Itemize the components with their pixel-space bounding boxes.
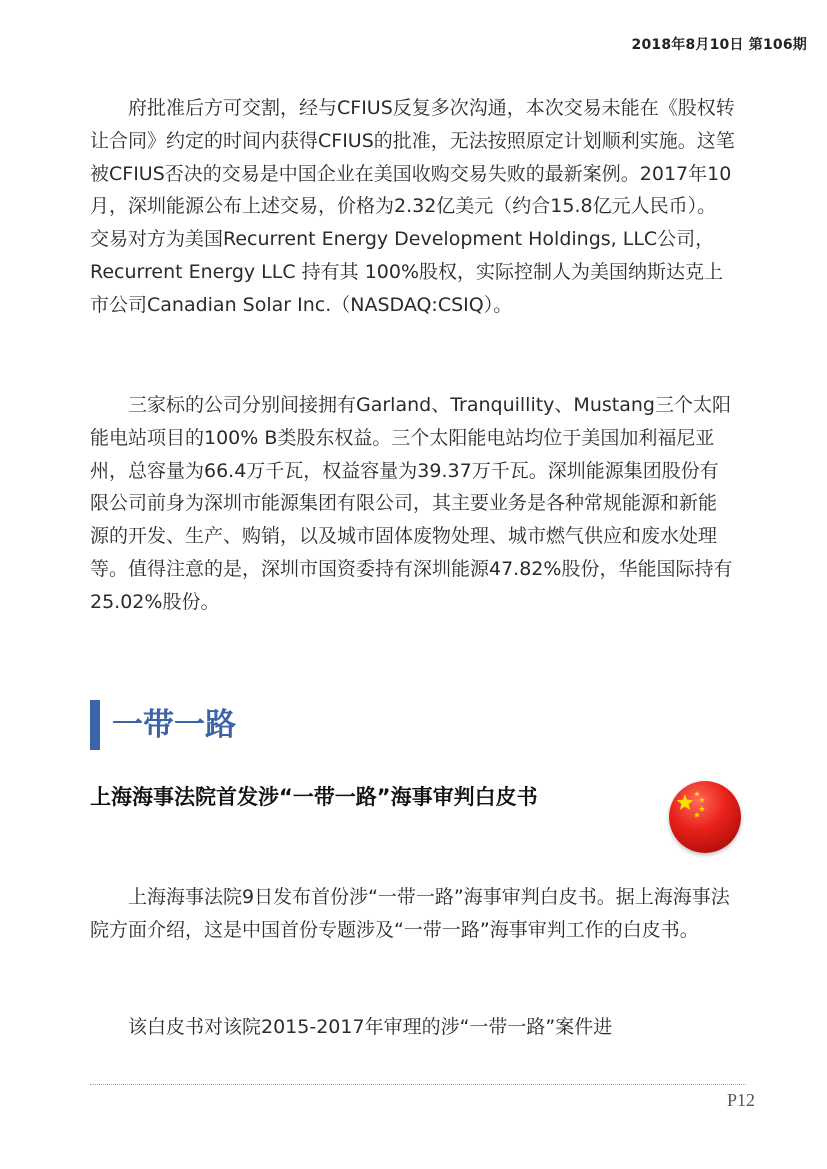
article-title: 上海海事法院首发涉“一带一路”海事审判白皮书 <box>90 785 538 809</box>
issue-date: 2018年8月10日 第106期 <box>631 37 807 53</box>
footer-divider <box>90 1084 746 1085</box>
paragraph-white-paper-cases: 该白皮书对该院2015-2017年审理的涉“一带一路”案件进 <box>90 1016 613 1038</box>
page-number: P12 <box>726 1090 755 1110</box>
section-title: 一带一路 <box>112 707 236 743</box>
section-accent-bar <box>90 700 100 750</box>
paragraph-cfius-deal: 府批准后方可交割，经与CFIUS反复多次沟通，本次交易未能在《股权转让合同》约定的时间内获得CFIUS的批准，无法按照原定计划顺利实施。这笔被CFIUS否决的交易是中国企业在美国收购交易失败的最新案例。2017年10月，深圳能源公布上述交易，价格为2.32亿美元（约合15.8亿元人民币）。交易对方为美国Recurrent Energy Development Holdings, LLC公司，Recurrent Energy LLC 持有其 100%股权，实际控制人为美国纳斯达克上市公司Canadian Solar Inc.（NASDAQ:CSIQ）。 <box>90 97 735 316</box>
paragraph-target-companies: 三家标的公司分别间接拥有Garland、Tranquillity、Mustang三个太阳能电站项目的100% B类股东权益。三个太阳能电站均位于美国加利福尼亚州，总容量为66.4万千瓦，权益容量为39.37万千瓦。深圳能源集团股份有限公司前身为深圳市能源集团有限公司，其主要业务是各种常规能源和新能源的开发、生产、购销，以及城市固体废物处理、城市燃气供应和废水处理等。值得注意的是，深圳市国资委持有深圳能源47.82%股份，华能国际持有25.02%股份。 <box>90 394 733 613</box>
paragraph-white-paper-intro: 上海海事法院9日发布首份涉“一带一路”海事审判白皮书。据上海海事法院方面介绍，这是中国首份专题涉及“一带一路”海事审判工作的白皮书。 <box>90 886 730 941</box>
china-flag-ball-icon <box>669 781 741 853</box>
flag-stars-icon <box>669 781 741 853</box>
